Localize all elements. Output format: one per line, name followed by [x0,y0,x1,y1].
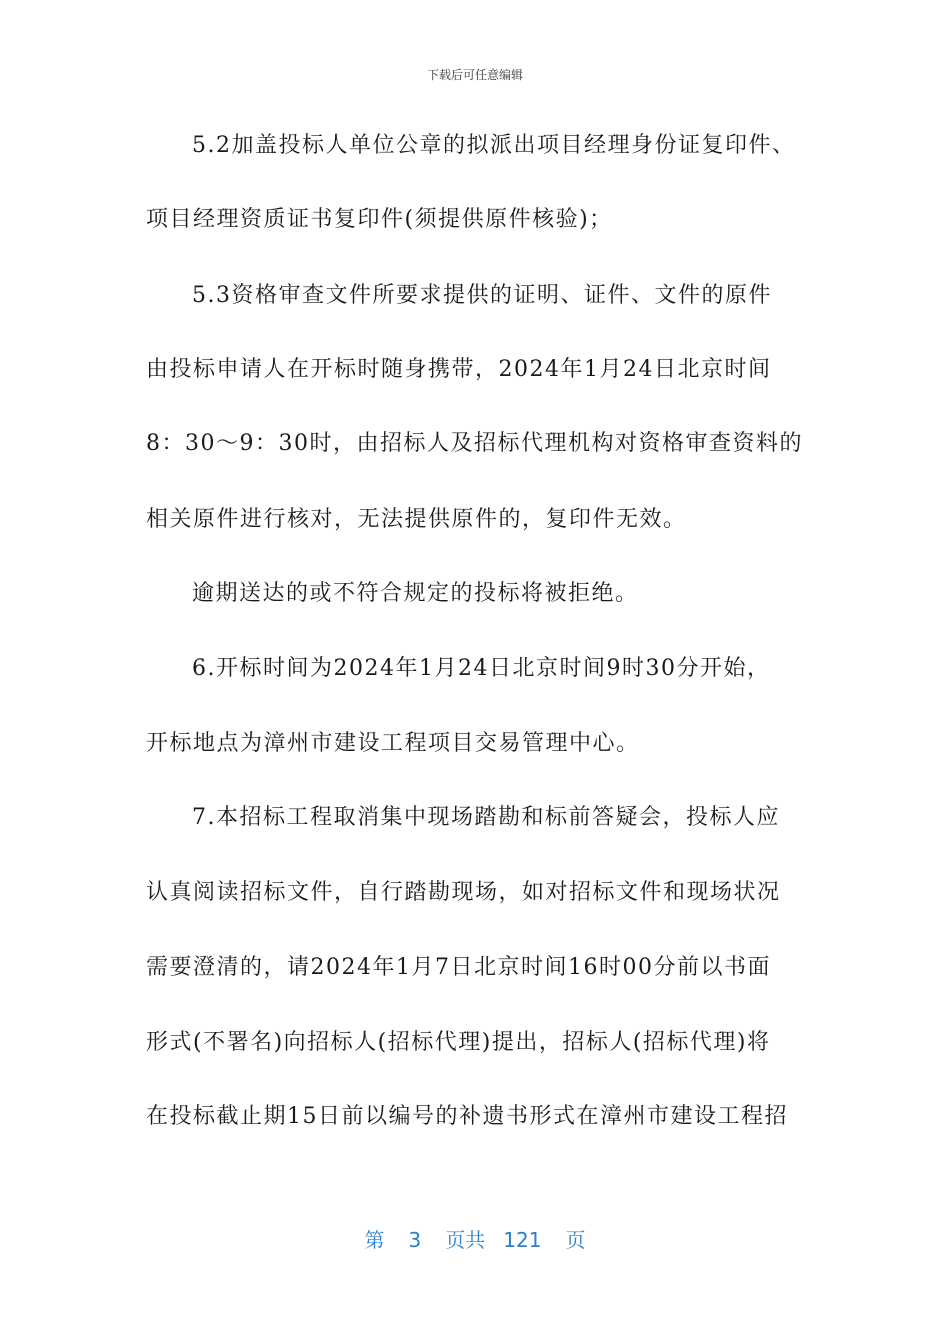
footer-page-prefix: 第 [364,1228,385,1252]
footer-total-pages: 121 [503,1228,542,1252]
footer-page-suffix: 页 [565,1228,586,1252]
page-header: 下载后可任意编辑 [426,68,523,82]
paragraph-line: 需要澄清的，请2024年1月7日北京时间16时00分前以书面 [146,955,771,980]
paragraph-line: 项目经理资质证书复印件(须提供原件核验)； [146,207,613,232]
paragraph-line: 8：30～9：30时，由招标人及招标代理机构对资格审查资料的 [146,431,803,456]
paragraph-line: 5.2加盖投标人单位公章的拟派出项目经理身份证复印件、 [192,133,796,158]
paragraph-line: 5.3资格审查文件所要求提供的证明、证件、文件的原件 [192,283,772,308]
paragraph-line: 由投标申请人在开标时随身携带，2024年1月24日北京时间 [146,357,772,382]
footer-page-number: 3 [408,1228,422,1252]
paragraph-line: 开标地点为漳州市建设工程项目交易管理中心。 [146,731,640,756]
paragraph-line: 在投标截止期15日前以编号的补遗书形式在漳州市建设工程招 [146,1104,788,1129]
paragraph-line: 逾期送达的或不符合规定的投标将被拒绝。 [192,581,639,606]
paragraph-line: 形式(不署名)向招标人(招标代理)提出，招标人(招标代理)将 [146,1030,771,1055]
paragraph-line: 认真阅读招标文件，自行踏勘现场，如对招标文件和现场状况 [146,880,781,905]
footer-page-mid: 页共 [445,1228,486,1252]
paragraph-line: 7.本招标工程取消集中现场踏勘和标前答疑会，投标人应 [192,805,780,830]
paragraph-line: 相关原件进行核对，无法提供原件的，复印件无效。 [146,507,687,532]
page-footer [0,1224,950,1253]
paragraph-line: 6.开标时间为2024年1月24日北京时间9时30分开始， [192,656,771,681]
